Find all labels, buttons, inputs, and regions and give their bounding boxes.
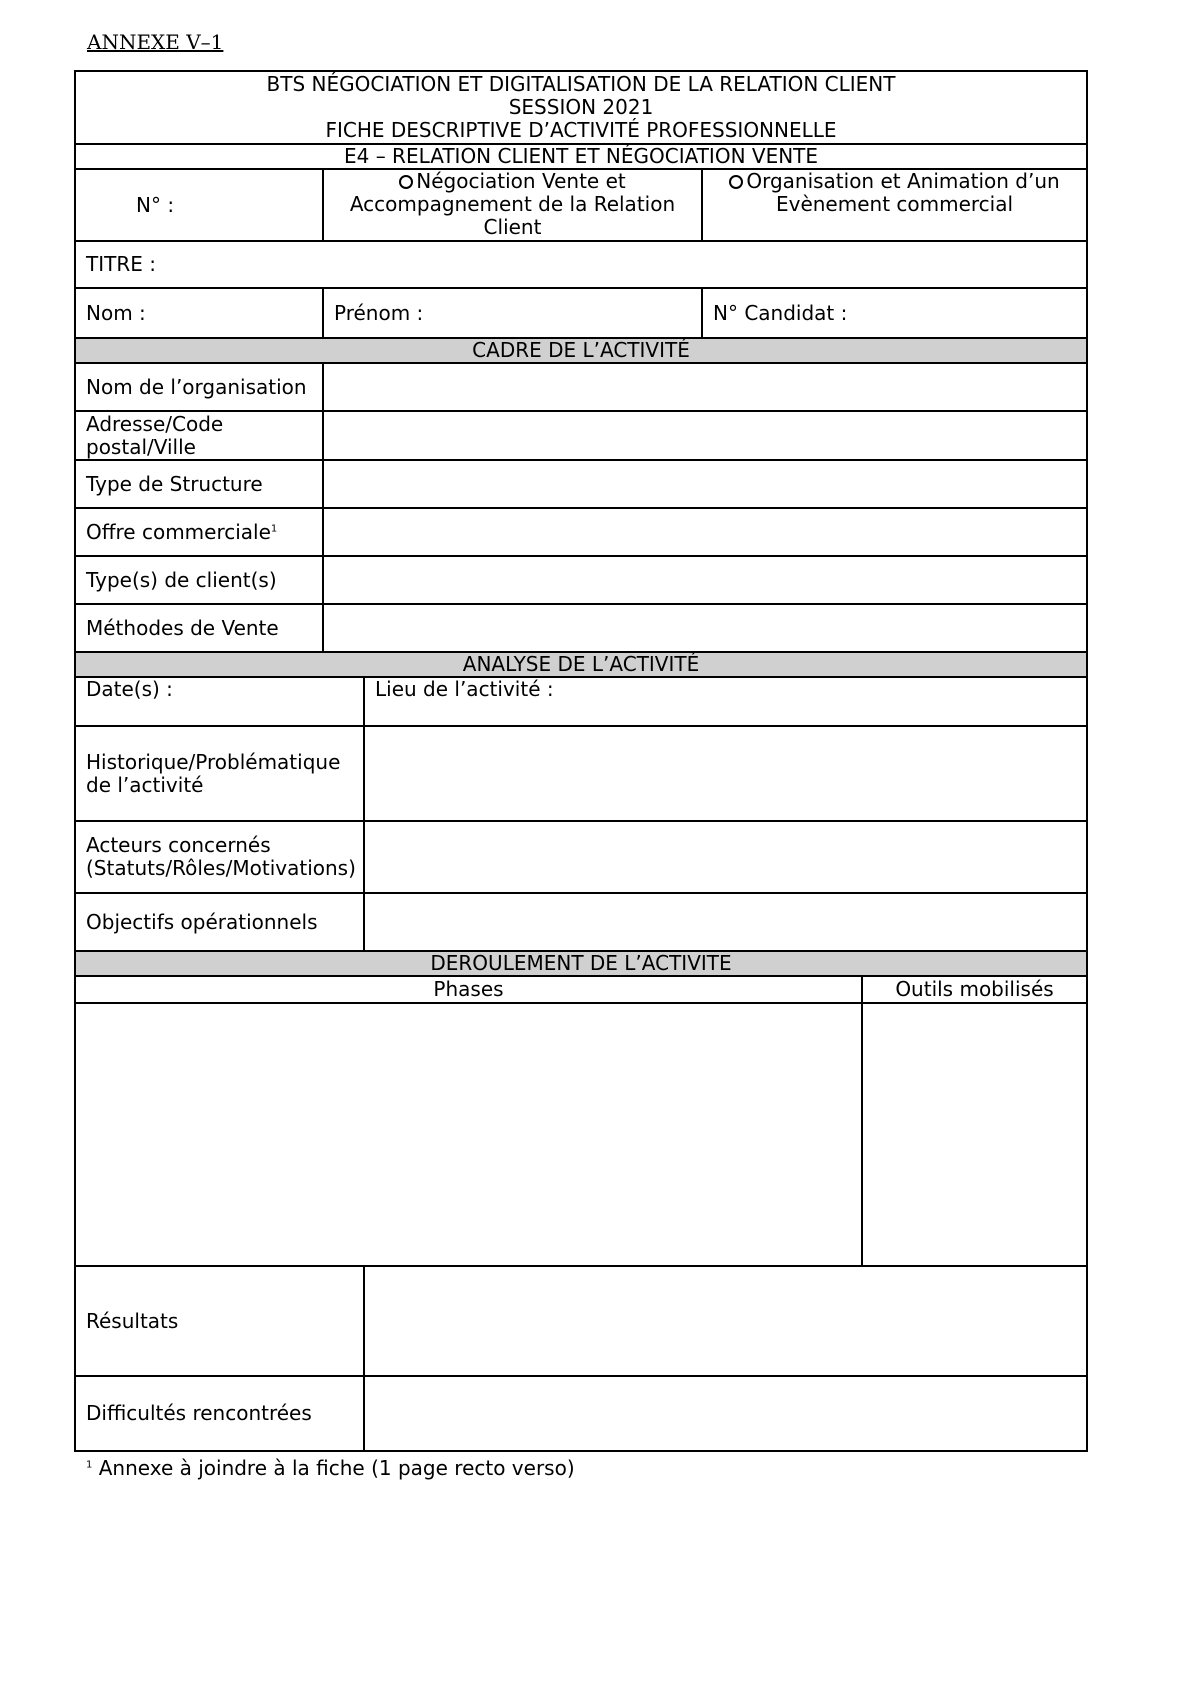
outils-field[interactable] <box>862 1003 1087 1266</box>
structure-label: Type de Structure <box>75 460 323 508</box>
analyse-section-title: ANALYSE DE L’ACTIVITÉ <box>75 652 1087 677</box>
offre-footnote-mark: 1 <box>270 522 278 534</box>
prenom-field[interactable] <box>323 288 702 338</box>
option-evenement[interactable] <box>702 169 1087 241</box>
numero-row <box>75 169 1087 241</box>
epreuve-row <box>75 144 1087 169</box>
organisation-label: Nom de l’organisation <box>75 363 323 411</box>
dates-label: Date(s) : <box>86 677 173 701</box>
titre-row <box>75 241 1087 288</box>
footnote-text: Annexe à joindre à la fiche (1 page recto verso) <box>92 1456 575 1480</box>
lieu-label: Lieu de l’activité : <box>375 677 554 701</box>
acteurs-field[interactable] <box>364 821 1087 893</box>
offre-cell <box>75 508 323 556</box>
cadre-band <box>75 338 1087 363</box>
resultats-field[interactable] <box>364 1266 1087 1376</box>
titre-label: TITRE : <box>86 252 156 276</box>
candidat-field[interactable] <box>702 288 1087 338</box>
analyse-band <box>75 652 1087 677</box>
footnote <box>86 1456 575 1480</box>
clients-label: Type(s) de client(s) <box>75 556 323 604</box>
dates-row <box>75 677 1087 726</box>
offre-label: Offre commerciale <box>86 519 271 544</box>
header-session: SESSION 2021 <box>508 95 654 119</box>
objectifs-label: Objectifs opérationnels <box>75 893 364 951</box>
structure-row <box>75 460 1087 508</box>
methodes-field[interactable] <box>323 604 1087 652</box>
organisation-field[interactable] <box>323 363 1087 411</box>
difficultes-label: Difficultés rencontrées <box>75 1376 364 1451</box>
numero-label: N° : <box>75 169 323 241</box>
titre-field[interactable] <box>75 241 1087 288</box>
acteurs-row <box>75 821 1087 893</box>
objectifs-field[interactable] <box>364 893 1087 951</box>
adresse-label: Adresse/Code postal/Ville <box>75 411 323 460</box>
candidat-label: N° Candidat : <box>713 300 848 325</box>
resultats-label: Résultats <box>75 1266 364 1376</box>
historique-field[interactable] <box>364 726 1087 821</box>
form-header <box>75 71 1087 144</box>
radio-circle-icon[interactable] <box>729 175 743 189</box>
deroulement-content-row <box>75 1003 1087 1266</box>
option-evenement-label: Organisation et Animation d’un Evènement commercial <box>746 169 1060 216</box>
phases-field[interactable] <box>75 1003 862 1266</box>
prenom-label: Prénom : <box>334 300 424 325</box>
methodes-row <box>75 604 1087 652</box>
structure-field[interactable] <box>323 460 1087 508</box>
phases-header: Phases <box>75 976 862 1003</box>
activity-form-table <box>74 70 1088 1452</box>
header-fiche: FICHE DESCRIPTIVE D’ACTIVITÉ PROFESSIONNELLE <box>325 118 837 142</box>
annexe-label: ANNEXE V–1 <box>87 30 224 54</box>
clients-row <box>75 556 1087 604</box>
identity-row <box>75 288 1087 338</box>
option-negociation-label: Négociation Vente et Accompagnement de la Relation Client <box>349 169 676 239</box>
adresse-row <box>75 411 1087 460</box>
deroulement-header-row <box>75 976 1087 1003</box>
acteurs-label: Acteurs concernés (Statuts/Rôles/Motivations) <box>75 821 364 893</box>
clients-field[interactable] <box>323 556 1087 604</box>
deroulement-section-title: DEROULEMENT DE L’ACTIVITE <box>75 951 1087 976</box>
lieu-field[interactable] <box>364 677 1087 726</box>
objectifs-row <box>75 893 1087 951</box>
nom-field[interactable] <box>75 288 323 338</box>
organisation-row <box>75 363 1087 411</box>
dates-field[interactable] <box>75 677 364 726</box>
historique-row <box>75 726 1087 821</box>
methodes-label: Méthodes de Vente <box>75 604 323 652</box>
difficultes-row <box>75 1376 1087 1451</box>
offre-row <box>75 508 1087 556</box>
option-negociation[interactable] <box>323 169 702 241</box>
deroulement-band <box>75 951 1087 976</box>
historique-label: Historique/Problématique de l’activité <box>75 726 364 821</box>
adresse-field[interactable] <box>323 411 1087 460</box>
footnote-mark: 1 <box>86 1459 93 1471</box>
difficultes-field[interactable] <box>364 1376 1087 1451</box>
epreuve-title: E4 – RELATION CLIENT ET NÉGOCIATION VENTE <box>75 144 1087 169</box>
header-title: BTS NÉGOCIATION ET DIGITALISATION DE LA RELATION CLIENT <box>266 72 896 96</box>
header-row <box>75 71 1087 144</box>
outils-header: Outils mobilisés <box>862 976 1087 1003</box>
resultats-row <box>75 1266 1087 1376</box>
nom-label: Nom : <box>86 300 146 325</box>
offre-field[interactable] <box>323 508 1087 556</box>
cadre-section-title: CADRE DE L’ACTIVITÉ <box>75 338 1087 363</box>
radio-circle-icon[interactable] <box>399 175 413 189</box>
